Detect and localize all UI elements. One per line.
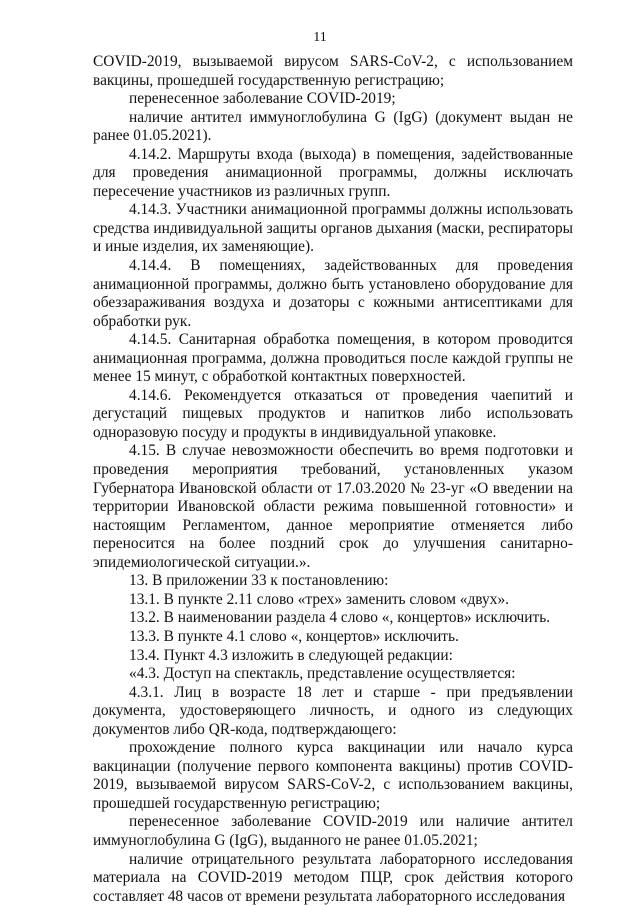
paragraph: наличие отрицательного результата лабораторного исследования материала на COVID-2019 методом ПЦР, срок действия которого составляет 48 часов от времени результата лабораторного исследования [93, 850, 573, 905]
page-number: 11 [313, 30, 327, 45]
paragraph: 4.15. В случае невозможности обеспечить во время подготовки и проведения мероприятия требований, установленных указом Губернатора Ивановской области от 17.03.2020 № 23-уг «О введении на территории Ивановской области режима повышенной готовности» и настоящим Регламентом, данное мероприятие отменяется либо переносится на более поздний срок до улучшения санитарно-эпидемиологической ситуации.». [93, 442, 573, 571]
paragraph: 4.14.2. Маршруты входа (выхода) в помещения, задействованные для проведения анимационной программы, должны исключать пересечение участников из различных групп. [93, 145, 573, 200]
paragraph: 4.14.4. В помещениях, задействованных для проведения анимационной программы, должно быть установлено оборудование для обеззараживания воздуха и дозаторы с кожными антисептиками для обработки рук. [93, 257, 573, 330]
paragraph: 4.3.1. Лиц в возрасте 18 лет и старше - при предъявлении документа, удостоверяющего личность, и одного из следующих документов либо QR-кода, подтверждающего: [93, 683, 573, 738]
paragraph: 13.1. В пункте 2.11 слово «трех» заменить словом «двух». [129, 590, 509, 608]
paragraph: 13. В приложении 33 к постановлению: [129, 572, 389, 590]
paragraph: «4.3. Доступ на спектакль, представление осуществляется: [129, 665, 516, 683]
paragraph: 4.14.6. Рекомендуется отказаться от проведения чаепитий и дегустаций пищевых продуктов и напитков либо использовать одноразовую посуду и продукты в индивидуальной упаковке. [93, 386, 573, 441]
paragraph: перенесенное заболевание COVID-2019 или наличие антител иммуноглобулина G (IgG), выданного не ранее 01.05.2021; [93, 813, 573, 849]
document-body [93, 53, 573, 906]
paragraph: 4.14.5. Санитарная обработка помещения, в котором проводится анимационная программа, должна проводиться после каждой группы не менее 15 минут, с обработкой контактных поверхностей. [93, 331, 573, 386]
paragraph: перенесенное заболевание COVID-2019; [129, 90, 396, 108]
paragraph: прохождение полного курса вакцинации или начало курса вакцинации (получение первого компонента вакцины) против COVID-2019, вызываемой вирусом SARS-CoV-2, с использованием вакцины, прошедшей государственную регистрацию; [93, 739, 573, 812]
paragraph: 4.14.3. Участники анимационной программы должны использовать средства индивидуальной защиты органов дыхания (маски, респираторы и иные изделия, их заменяющие). [93, 201, 573, 256]
paragraph: 13.2. В наименовании раздела 4 слово «, концертов» исключить. [129, 609, 551, 627]
paragraph: 13.4. Пункт 4.3 изложить в следующей редакции: [129, 646, 453, 664]
paragraph: наличие антител иммуноглобулина G (IgG) (документ выдан не ранее 01.05.2021). [93, 108, 573, 145]
paragraph: 13.3. В пункте 4.1 слово «, концертов» исключить. [129, 627, 459, 645]
paragraph: COVID-2019, вызываемой вирусом SARS-CoV-2, с использованием вакцины, прошедшей государственную регистрацию; [93, 53, 573, 89]
